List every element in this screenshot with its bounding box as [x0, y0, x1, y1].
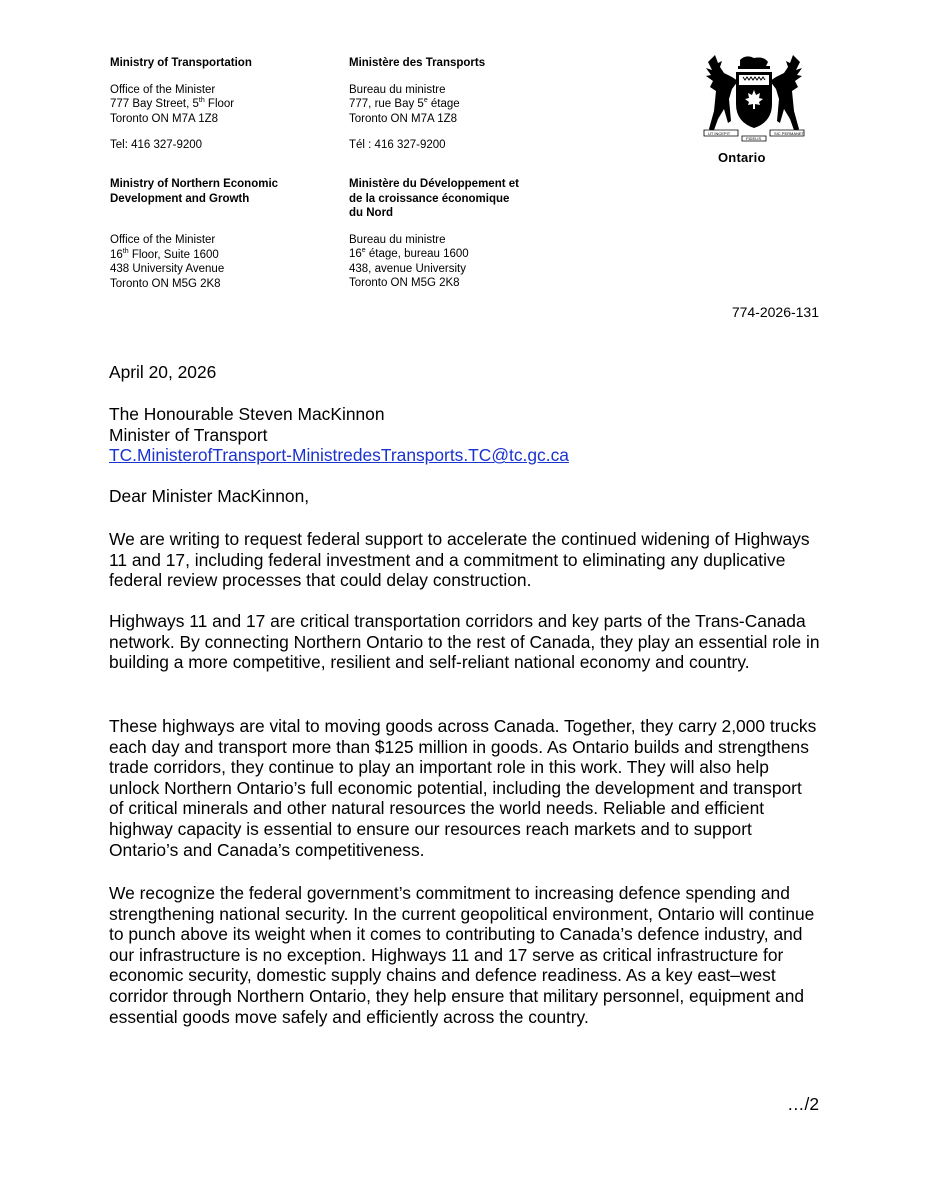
mnedg-fr-office: Bureau du ministre — [349, 233, 446, 246]
mnedg-fr-name-line3: du Nord — [349, 207, 394, 219]
mnedg-fr-city: Toronto ON M5G 2K8 — [349, 277, 460, 289]
mto-fr-office: Bureau du ministre — [349, 83, 446, 96]
mto-en-street: 777 Bay Street, 5th Floor — [110, 97, 235, 110]
mnedg-en-floor: 16th Floor, Suite 1600 — [110, 247, 219, 261]
recipient-title: Minister of Transport — [109, 424, 268, 445]
mto-fr-street: 777, rue Bay 5e étage — [349, 97, 460, 110]
salutation: Dear Minister MacKinnon, — [109, 486, 310, 506]
paragraph-1: We are writing to request federal support to accelerate the continued widening of Highways 11 and 17, including federal investment and a commitment to eliminating any duplicative federal review processes that could delay construction. — [109, 529, 810, 591]
recipient-email-link[interactable]: TC.MinisterofTransport-MinistredesTransports.TC@tc.gc.ca — [109, 445, 569, 466]
mnedg-fr-street: 438, avenue University — [349, 262, 466, 275]
mto-fr-name: Ministère des Transports — [349, 57, 486, 69]
mnedg-fr-name-line2: de la croissance économique — [349, 192, 510, 205]
svg-text:SIC PERMANET: SIC PERMANET — [774, 131, 805, 136]
mnedg-fr-block — [349, 177, 519, 291]
mnedg-fr-floor: 16e étage, bureau 1600 — [349, 247, 469, 260]
svg-text:FIDELIS: FIDELIS — [746, 136, 762, 141]
ontario-logo — [694, 52, 814, 172]
mto-fr-city: Toronto ON M7A 1Z8 — [349, 112, 458, 125]
mto-en-name: Ministry of Transportation — [110, 57, 252, 69]
mto-fr-block — [349, 56, 485, 153]
logo-text: Ontario — [718, 150, 766, 165]
page-continuation-marker: …/2 — [787, 1094, 819, 1114]
mnedg-en-city: Toronto ON M5G 2K8 — [110, 277, 221, 290]
mto-en-tel: Tel: 416 327-9200 — [110, 139, 203, 151]
mto-en-city: Toronto ON M7A 1Z8 — [110, 112, 219, 125]
paragraph-2: Highways 11 and 17 are critical transportation corridors and key parts of the Trans-Canada network. By connecting Northern Ontario to the rest of Canada, they play an essential role in building a more competitive, resilient and self-reliant national economy and country. — [109, 611, 820, 673]
letter-date: April 20, 2026 — [109, 362, 217, 382]
paragraph-3: These highways are vital to moving goods across Canada. Together, they carry 2,000 trucks each day and transport more than $125 million in goods. As Ontario builds and strengthens trade corridors, they continue to play an important role in this work. They will also help unlock Northern Ontario’s full economic potential, including the development and transport of critical minerals and other natural resources the world needs. Reliable and efficient highway capacity is essential to ensure our resources reach markets and to support Ontario’s and Canada’s competitiveness. — [109, 716, 817, 860]
reference-number: 774-2026-131 — [731, 304, 819, 320]
mto-fr-tel: Tél : 416 327-9200 — [349, 139, 446, 151]
recipient-name: The Honourable Steven MacKinnon — [109, 404, 385, 424]
mnedg-en-block — [110, 177, 278, 291]
coat-of-arms-icon — [694, 52, 814, 152]
mto-en-block — [110, 56, 252, 153]
recipient-block — [109, 404, 569, 466]
mnedg-en-street: 438 University Avenue — [110, 263, 225, 275]
svg-text:UT INCEPIT: UT INCEPIT — [708, 131, 731, 136]
mto-en-office: Office of the Minister — [110, 83, 216, 96]
paragraph-4: We recognize the federal government’s commitment to increasing defence spending and strengthening national security. In the current geopolitical environment, Ontario will continue to punch above its weight when it comes to contributing to Canada’s defence industry, and our infrastructure is no exception. Highways 11 and 17 serve as critical infrastructure for economic security, domestic supply chains and defence readiness. As a key east–west corridor through Northern Ontario, they help ensure that military personnel, equipment and essential goods move safely and efficiently across the country. — [109, 883, 815, 1027]
mnedg-en-name-line1: Ministry of Northern Economic — [110, 178, 279, 190]
mnedg-en-office: Office of the Minister — [110, 234, 216, 246]
mnedg-fr-name-line1: Ministère du Développement et — [349, 178, 519, 190]
mnedg-en-name-line2: Development and Growth — [110, 192, 250, 205]
